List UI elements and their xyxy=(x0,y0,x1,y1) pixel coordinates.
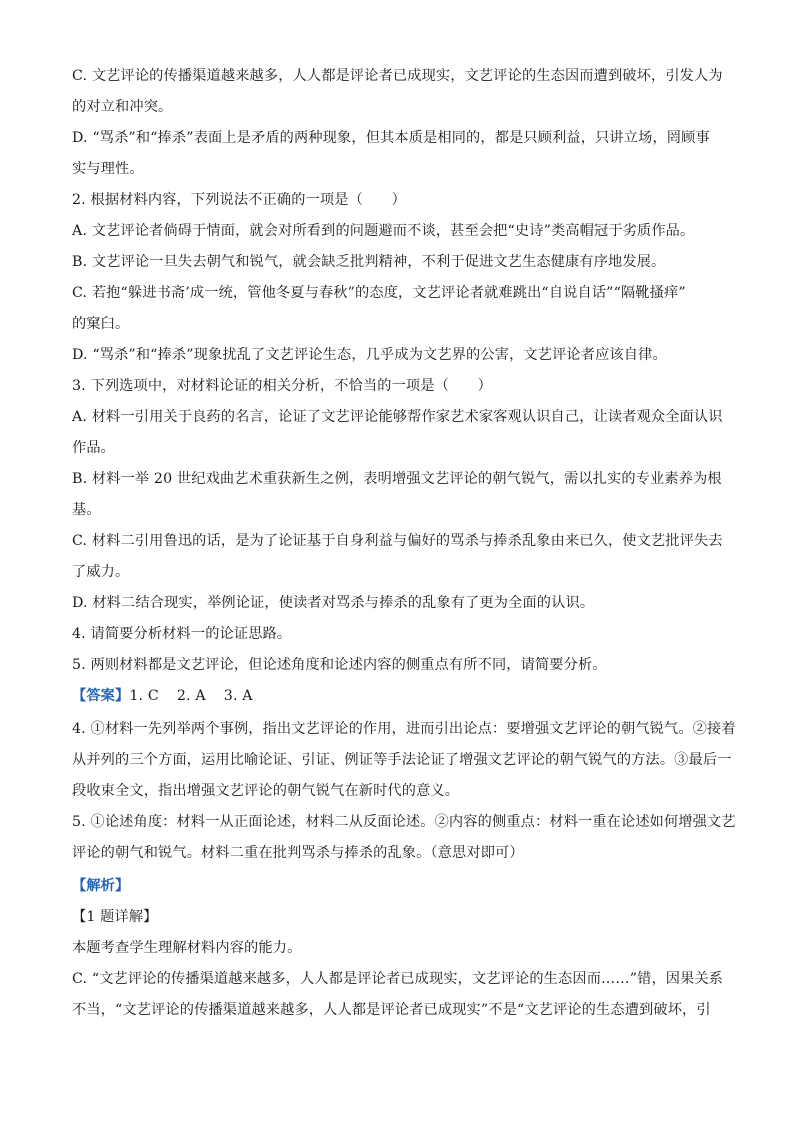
text-line: 作品。 xyxy=(72,440,116,456)
analysis-subheading: 【1 题详解】 xyxy=(72,909,158,925)
question-5: 5. 两则材料都是文艺评论，但论述角度和论述内容的侧重点有所不同，请简要分析。 xyxy=(72,657,607,673)
answer-text-line: 4. ①材料一先列举两个事例，指出文艺评论的作用，进而引出论点：要增强文艺评论的朝气锐气。②接着 xyxy=(72,721,736,737)
text-line: D. “骂杀”和“捧杀”表面上是矛盾的两种现象，但其本质是相同的，都是只顾利益，只讲立场，罔顾事 xyxy=(72,130,710,146)
option-a: A. 材料一引用关于良药的名言，论证了文艺评论能够帮作家艺术家客观认识自己，让读者观众全面认识 xyxy=(72,409,723,425)
option-a: A. 文艺评论者倘碍于情面，就会对所看到的问题避而不谈，甚至会把“史诗”类高帽冠于劣质作品。 xyxy=(72,223,695,239)
option-c: C. 材料二引用鲁迅的话，是为了论证基于自身利益与偏好的骂杀与捧杀乱象由来已久，使文艺批评失去 xyxy=(72,533,723,549)
analysis-text-line: 不当，“文艺评论的传播渠道越来越多，人人都是评论者已成现实”不是“文艺评论的生态遭到破坏，引 xyxy=(72,1002,711,1018)
option-b: B. 文艺评论一旦失去朝气和锐气，就会缺乏批判精神，不利于促进文艺生态健康有序地发展。 xyxy=(72,254,666,270)
answer-item: 2. A xyxy=(176,688,206,704)
text-line: 的窠臼。 xyxy=(72,316,130,332)
answer-text-line: 段收束全文，指出增强文艺评论的朝气锐气在新时代的意义。 xyxy=(72,783,460,799)
analysis-label: 【解析】 xyxy=(72,878,130,894)
analysis-text-line: C. “文艺评论的传播渠道越来越多，人人都是评论者已成现实，文艺评论的生态因而……”错，因果关系 xyxy=(72,971,724,987)
option-c: C. 若抱“躲进书斋’成一统，管他冬夏与春秋”的态度，文艺评论者就难跳出“自说自话”“隔靴搔痒” xyxy=(72,285,686,301)
answer-item: 1. C xyxy=(129,688,159,704)
text-line: 了威力。 xyxy=(72,564,130,580)
text-line: 的对立和冲突。 xyxy=(72,99,173,115)
option-b: B. 材料一举 20 世纪戏曲艺术重获新生之例，表明增强文艺评论的朝气锐气，需以扎实的专业素养为根 xyxy=(72,471,722,487)
answer-label: 【答案】 xyxy=(72,688,130,704)
text-line: 实与理性。 xyxy=(72,161,144,177)
text-line: 基。 xyxy=(72,502,101,518)
question-2: 2. 根据材料内容，下列说法不正确的一项是（ ） xyxy=(72,192,406,208)
answer-text-line: 从并列的三个方面，运用比喻论证、引证、例证等手法论证了增强文艺评论的朝气锐气的方法。③最后一 xyxy=(72,752,732,768)
question-4: 4. 请简要分析材料一的论证思路。 xyxy=(72,626,292,642)
answer-text-line: 评论的朝气和锐气。材料二重在批判骂杀与捧杀的乱象。（意思对即可） xyxy=(72,845,524,861)
option-d: D. 材料二结合现实，举例论证，使读者对骂杀与捧杀的乱象有了更为全面的认识。 xyxy=(72,595,595,611)
option-d: D. “骂杀”和“捧杀”现象扰乱了文艺评论生态，几乎成为文艺界的公害，文艺评论者应该自律。 xyxy=(72,347,667,363)
question-3: 3. 下列选项中，对材料论证的相关分析，不恰当的一项是（ ） xyxy=(72,378,492,394)
answer-item: 3. A xyxy=(223,688,253,704)
answer-text-line: 5. ①论述角度：材料一从正面论述，材料二从反面论述。②内容的侧重点：材料一重在论述如何增强文艺 xyxy=(72,814,736,830)
answer-row xyxy=(72,686,253,706)
text-line: C. 文艺评论的传播渠道越来越多，人人都是评论者已成现实，文艺评论的生态因而遭到破坏，引发人为 xyxy=(72,68,723,84)
analysis-text-line: 本题考查学生理解材料内容的能力。 xyxy=(72,940,302,956)
